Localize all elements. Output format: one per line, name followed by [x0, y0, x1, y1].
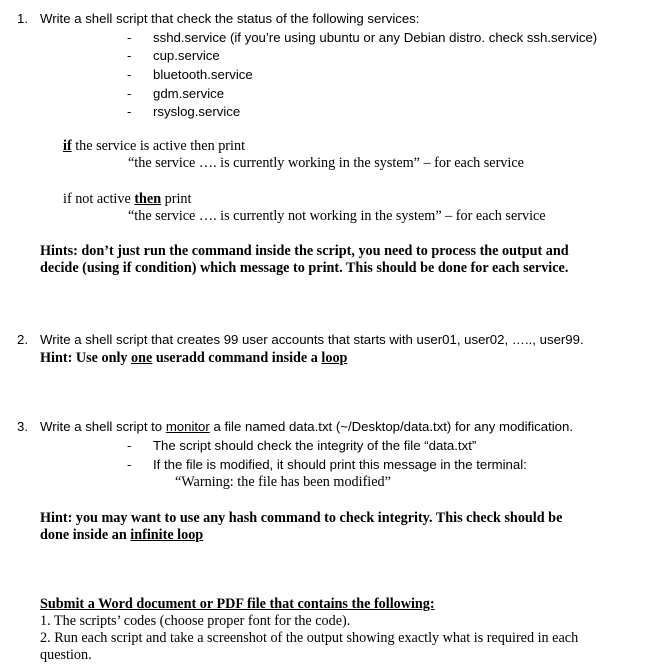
hint-text: done inside an	[40, 527, 131, 543]
list-item: If the file is modified, it should print this message in the terminal:	[153, 457, 527, 472]
submit-heading: Submit a Word document or PDF file that contains the following:	[40, 596, 435, 612]
hint-loop: loop	[321, 350, 348, 366]
q1-hint-line-2: decide (using if condition) which message to print. This should be done for each service.	[40, 260, 569, 276]
monitor-word: monitor	[165, 419, 210, 434]
list-item: rsyslog.service	[153, 104, 241, 119]
q1-if-not-active-line	[63, 190, 191, 208]
q1-hint-line-1: Hints: don’t just run the command inside the script, you need to process the output and	[40, 243, 569, 259]
q1-if-active-line	[63, 137, 245, 155]
title-text: a file named data.txt (~/Desktop/data.txt) for any modification.	[209, 419, 574, 434]
infinite-loop: infinite loop	[130, 527, 204, 543]
q3-warning-message: “Warning: the file has been modified”	[175, 474, 391, 490]
list-bullet: -	[127, 86, 132, 101]
print-text: print	[161, 191, 192, 207]
hint-text: useradd command inside a	[152, 350, 322, 366]
list-item: gdm.service	[153, 86, 225, 101]
list-item: sshd.service (if you’re using ubuntu or any Debian distro. check ssh.service)	[153, 30, 598, 45]
q1-number: 1.	[17, 11, 28, 26]
q3-hint-line-2	[40, 526, 203, 544]
list-bullet: -	[127, 48, 132, 63]
q1-title: Write a shell script that check the status of the following services:	[40, 11, 420, 26]
submit-item-1: 1. The scripts’ codes (choose proper font for the code).	[40, 613, 351, 629]
list-bullet: -	[127, 438, 132, 453]
hint-text: Hint: Use only	[40, 350, 132, 366]
list-bullet: -	[127, 30, 132, 45]
if-active-text: the service is active then print	[71, 138, 246, 154]
list-bullet: -	[127, 67, 132, 82]
list-item: The script should check the integrity of the file “data.txt”	[153, 438, 477, 453]
q1-inactive-message: “the service …. is currently not working in the system” – for each service	[128, 208, 546, 224]
list-bullet: -	[127, 104, 132, 119]
q2-hint	[40, 349, 347, 367]
hint-one: one	[131, 350, 153, 366]
q2-title: Write a shell script that creates 99 user accounts that starts with user01, user02, ….., user99.	[40, 332, 584, 347]
submit-item-2: 2. Run each script and take a screenshot of the output showing exactly what is required in each	[40, 630, 579, 646]
q3-title	[40, 418, 573, 436]
q3-number: 3.	[17, 419, 28, 434]
list-item: cup.service	[153, 48, 220, 63]
submit-item-2-continued: question.	[40, 647, 92, 663]
q1-active-message: “the service …. is currently working in the system” – for each service	[128, 155, 524, 171]
q3-hint-line-1: Hint: you may want to use any hash command to check integrity. This check should be	[40, 510, 563, 526]
list-bullet: -	[127, 457, 132, 472]
q2-number: 2.	[17, 332, 28, 347]
list-item: bluetooth.service	[153, 67, 253, 82]
title-text: Write a shell script to	[40, 419, 166, 434]
then-keyword: then	[134, 191, 162, 207]
if-not-active-text: if not active	[63, 191, 135, 207]
if-keyword: if	[63, 138, 72, 154]
